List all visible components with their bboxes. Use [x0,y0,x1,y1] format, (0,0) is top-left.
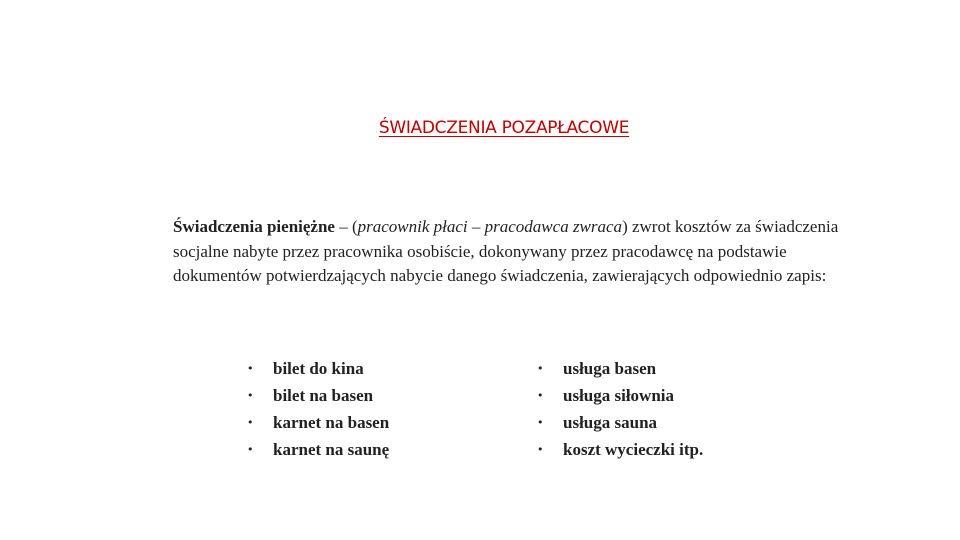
list-item [537,355,703,382]
list-item [247,436,389,463]
list-item [537,436,703,463]
body-paragraph [173,215,853,289]
list-item-label: usługa siłownia [563,386,675,405]
bullet-icon: • [537,416,544,429]
paragraph-rest: ) zwrot kosztów za świadczenia socjalne nabyte przez pracownika osobiście, dokonywany przez pracodawcę na podstawie dokumentów potwierdzających nabycie danego świadczenia, zawierających odpowiednio zapis: [173,217,839,285]
bullet-icon: • [247,362,254,375]
paragraph-term: Świadczenia pieniężne [173,217,335,236]
list-item-label: usługa sauna [563,413,658,432]
list-item [247,409,389,436]
bullet-icon: • [247,443,254,456]
slide-title [0,118,960,138]
bullet-icon: • [247,416,254,429]
list-item [537,409,703,436]
paragraph-dash: – ( [334,217,358,236]
bullet-icon: • [537,362,544,375]
bullet-list-left [247,355,389,463]
list-item-label: bilet na basen [273,386,374,405]
bullet-list-right [537,355,703,463]
bullet-icon: • [537,389,544,402]
list-item-label: usługa basen [563,359,657,378]
list-item [247,355,389,382]
list-item-label: karnet na basen [273,413,390,432]
list-item-label: karnet na saunę [273,440,390,459]
slide-title-text: ŚWIADCZENIA POZAPŁACOWE [378,118,630,138]
list-item [247,382,389,409]
list-item [537,382,703,409]
bullet-icon: • [247,389,254,402]
list-item-label: bilet do kina [273,359,364,378]
bullet-icon: • [537,443,544,456]
list-item-label: koszt wycieczki itp. [563,440,704,459]
paragraph-italic: pracownik płaci – pracodawca zwraca [357,217,623,236]
